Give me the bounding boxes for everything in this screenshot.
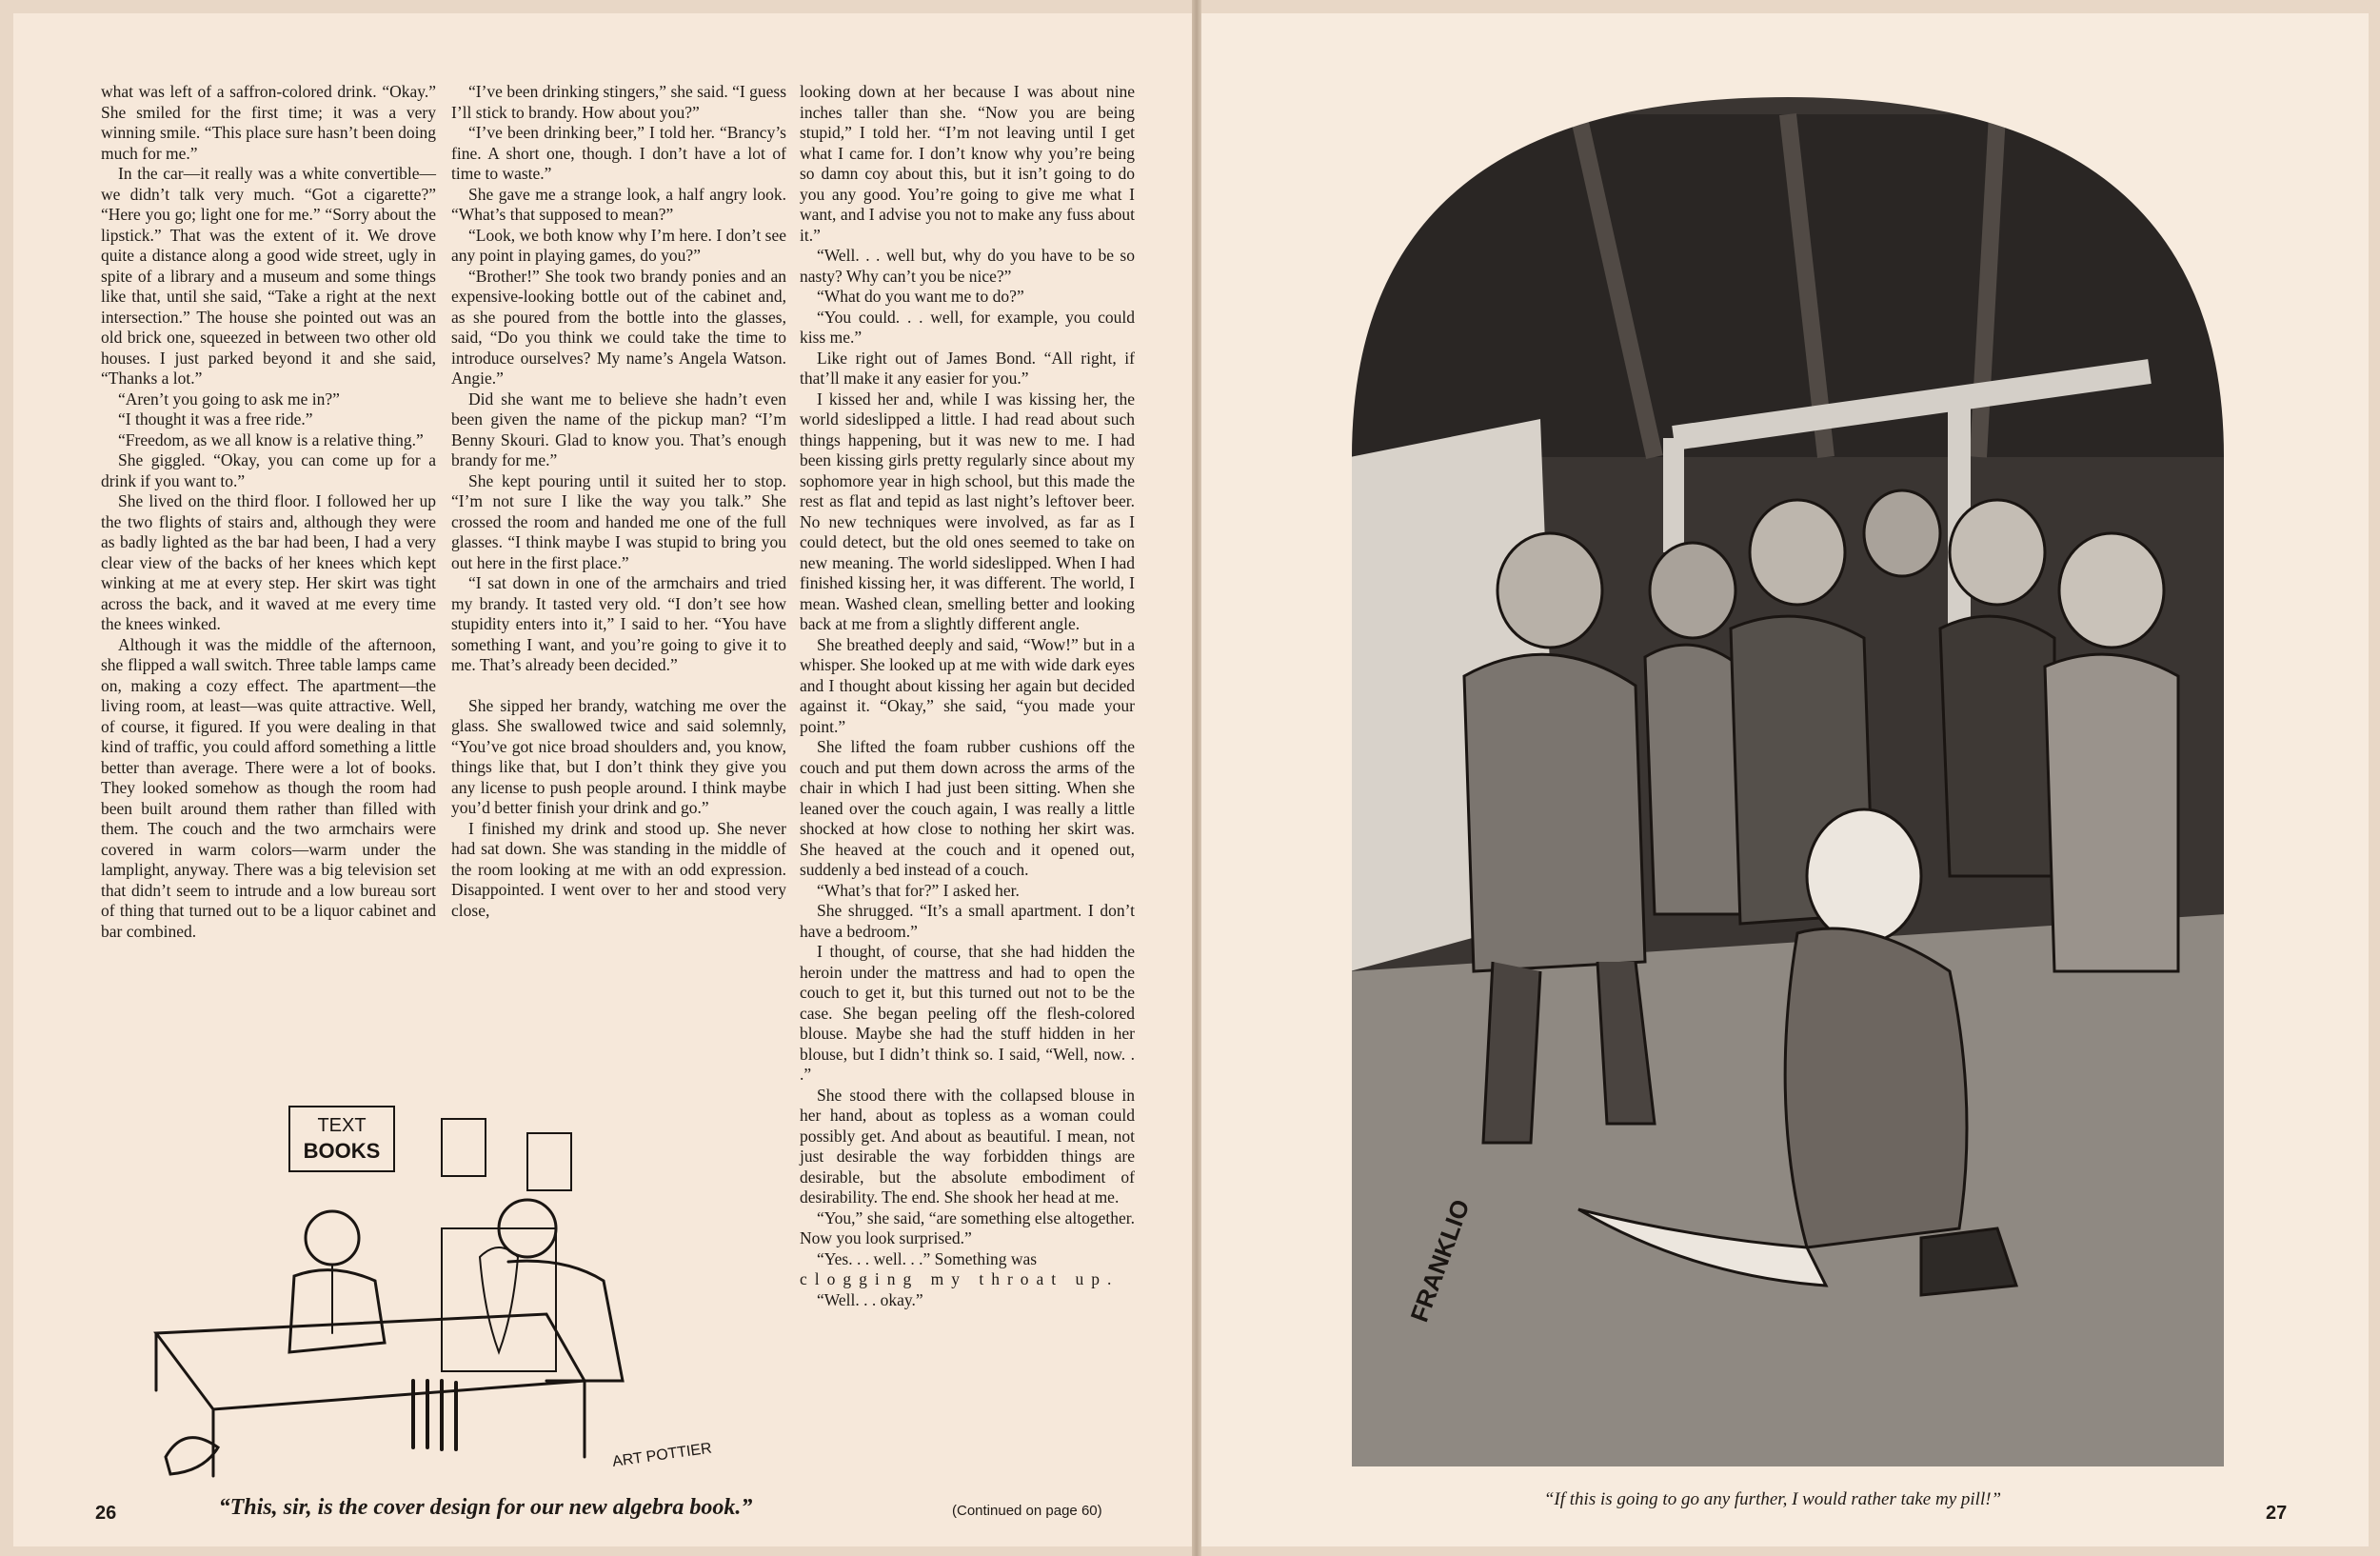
paragraph: “I thought it was a free ride.” [118, 409, 313, 429]
paragraph: She lived on the third floor. I followed her up the two flights of stairs and, although they were as badly lighted as the bar had been, I had a very clear view of the backs of her knees which kept winking at me at every step. Her skirt was tight across the back, and it waved at me every time the knees winked. [101, 491, 436, 633]
paragraph: “Aren’t you going to ask me in?” [118, 389, 340, 409]
office-cartoon [128, 1095, 775, 1495]
paragraph: Did she want me to believe she hadn’t even been given the name of the pickup man? “I’m Benny Skouri. Glad to know you. That’s enough brandy for me.” [451, 389, 786, 469]
illustration-caption: “If this is going to go any further, I would rather take my pill!” [1543, 1489, 2002, 1509]
paragraph: She breathed deeply and said, “Wow!” but in a whisper. She looked up at me with wide dark eyes and I thought about kissing her again but decided against it. “Okay,” she said, “you made your point.” [800, 634, 1135, 736]
artist-signature: FRANKLIO [1404, 1195, 1476, 1327]
paragraph: She kept pouring until it suited her to stop. “I’m not sure I like the way you talk.” She crossed the room and handed me one of the full glasses. “I think maybe I was stupid to bring you out here in the first place.” [451, 470, 786, 572]
paragraph: “Freedom, as we all know is a relative thing.” [118, 429, 424, 449]
paragraph: “What’s that for?” I asked her. [817, 880, 1020, 900]
biker-illustration [1293, 57, 2283, 1505]
paragraph: Although it was the middle of the afternoon, she flipped a wall switch. Three table lamps came on, making a cozy effect. The apartment—the living room, at least—was quite attractive. Well, of course, it figured. If you were dealing in that kind of traffic, you could afford something a little better than average. There were a lot of books. They looked somehow as though the room had been built around them rather than filled with them. The couch and the two armchairs were covered in warm colors—warm under the lamplight, anyway. There was a big television set that didn’t seem to intrude and a low bureau sort of thing that turned out to be a liquor cabinet and bar combined. [101, 634, 436, 941]
text-column-2 [451, 82, 786, 921]
paragraph: She stood there with the collapsed blouse in her hand, about as topless as a woman could possibly get. And about as beautiful. I mean, not just desirable the way forbidden things are desirable, but the absolute embodiment of desirability. The end. She shook her head at me. [800, 1085, 1135, 1207]
paragraph: what was left of a saffron-colored drink. “Okay.” She smiled for the first time; it was a very winning smile. “This place sure hasn’t been doing much for me.” [101, 82, 436, 163]
paragraph: In the car—it really was a white convertible—we didn’t talk very much. “Got a cigarette?” “Here you go; light one for me.” “Sorry about the lipstick.” That was the extent of it. We drove quite a distance along a good wide street, ugly in spite of a library and a museum and some things like that, until she said, “Take a right at the next intersection.” The house she pointed out was an old brick one, squeezed in between two other old houses. I just parked beyond it and she said, “Thanks a lot.” [101, 164, 436, 388]
paragraph: I finished my drink and stood up. She never had sat down. She was standing in the middle of the room looking at me with an odd expression. Disappointed. I went over to her and stood very close, [451, 818, 786, 920]
paragraph: She giggled. “Okay, you can come up for a drink if you want to.” [101, 450, 436, 490]
text-column-3 [800, 82, 1135, 1310]
paragraph: looking down at her because I was about nine inches taller than she. “Now you are being stupid,” I told her. “I’m not leaving until I get what I came for. I don’t know why you’re being so damn coy about this, but it isn’t going to do you any good. You’re going to give me what I want, and I advise you not to make any fuss about it.” [800, 82, 1135, 245]
paragraph: She shrugged. “It’s a small apartment. I don’t have a bedroom.” [800, 901, 1135, 941]
paragraph: “Well. . . okay.” [817, 1289, 923, 1309]
paragraph: She gave me a strange look, a half angry look. “What’s that supposed to mean?” [451, 184, 786, 224]
paragraph: “What do you want me to do?” [817, 287, 1024, 306]
gutter [1192, 0, 1201, 1556]
paragraph: “Brother!” She took two brandy ponies and an expensive-looking bottle out of the cabinet and, as she poured from the bottle into the glasses, said, “Do you think we could take the time to introduce ourselves? My name’s Angela Watson. Angie.” [451, 266, 786, 388]
page-number-right: 27 [2266, 1503, 2288, 1524]
paragraph: She lifted the foam rubber cushions off the couch and put them down across the arms of the chair in which I had just been sitting. When she leaned over the couch again, I was really a little shocked at how close to nothing her skirt was. She heaved at the couch and it opened out, suddenly a bed instead of a couch. [800, 737, 1135, 879]
cartoon-caption: “This, sir, is the cover design for our new algebra book.” [218, 1495, 753, 1520]
continued-note: (Continued on page 60) [952, 1503, 1102, 1519]
sign-line-1: TEXT [317, 1115, 367, 1136]
paragraph: “Yes. . . well. . .” Something was [817, 1248, 1038, 1268]
sign-line-2: BOOKS [303, 1139, 381, 1163]
paragraph: I kissed her and, while I was kissing her, the world sideslipped a little. I had read about such things happening, but it was new to me. I had been kissing girls pretty regularly since about my sophomore year in high school, but this made the rest as flat and tepid as last night’s leftover beer. No new techniques were involved, as far as I could detect, but the old ones seemed to take on new meaning. The world sideslipped. When I had finished kissing her, it was different. The world, I mean. Washed clean, smelling better and looking back at me from a slightly different angle. [800, 389, 1135, 633]
paragraph: She sipped her brandy, watching me over the glass. She swallowed twice and said solemnly, “You’ve got nice broad shoulders and, you know, things like that, but I don’t think they give you any license to push people around. I think maybe you’d better finish your drink and go.” [451, 695, 786, 817]
paragraph: “Look, we both know why I’m here. I don’t see any point in playing games, do you?” [451, 225, 786, 265]
paragraph: “You,” she said, “are something else altogether. Now you look surprised.” [800, 1207, 1135, 1247]
page-number-left: 26 [95, 1503, 117, 1524]
cartoonist-signature: ART POTTIER [611, 1440, 713, 1470]
paragraph: “I’ve been drinking stingers,” she said. “I guess I’ll stick to brandy. How about you?” [451, 82, 786, 122]
paragraph: “You could. . . well, for example, you could kiss me.” [800, 307, 1135, 347]
text-column-1 [101, 82, 436, 942]
paragraph: clogging my throat up. [800, 1269, 1120, 1288]
paragraph: Like right out of James Bond. “All right, if that’ll make it any easier for you.” [800, 348, 1135, 388]
paragraph: I thought, of course, that she had hidden the heroin under the mattress and had to open the couch to get it, but this turned out not to be the case. She began peeling off the flesh-colored blouse. Maybe she had the stuff hidden in her blouse, but I didn’t think so. I said, “Well, now. . .” [800, 942, 1135, 1084]
paragraph: “I sat down in one of the armchairs and tried my brandy. It tasted very old. “I don’t see how stupidity enters into it,” I said to her. “You have something I want, and you’re going to give it to me. That’s already been decided.” [451, 573, 786, 674]
paragraph: “I’ve been drinking beer,” I told her. “Brancy’s fine. A short one, though. I don’t have a lot of time to waste.” [451, 123, 786, 183]
paragraph: “Well. . . well but, why do you have to be so nasty? Why can’t you be nice?” [800, 246, 1135, 286]
